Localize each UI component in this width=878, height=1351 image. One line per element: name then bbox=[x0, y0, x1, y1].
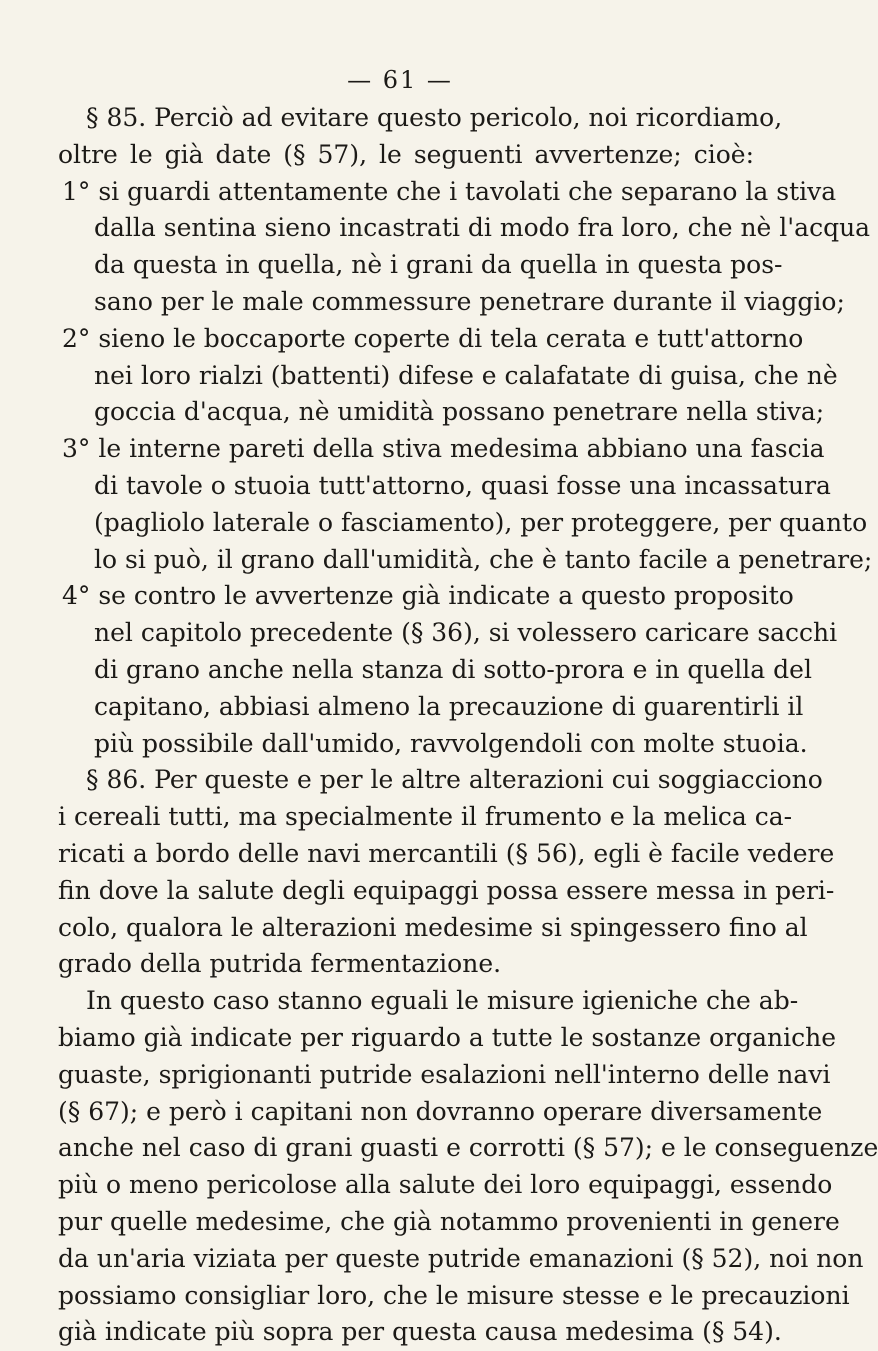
text-line: oltre le già date (§ 57), le seguenti avvertenze; cioè: bbox=[58, 139, 754, 169]
text-line: ricati a bordo delle navi mercantili (§ 56), egli è facile vedere bbox=[58, 838, 835, 868]
text-line: di tavole o stuoia tutt'attorno, quasi fosse una incassatura bbox=[94, 470, 831, 500]
text-line: di grano anche nella stanza di sotto-prora e in quella del bbox=[94, 654, 812, 684]
text-line: dalla sentina sieno incastrati di modo fra loro, che nè l'acqua bbox=[94, 213, 871, 243]
text-line: da questa in quella, nè i grani da quella in questa pos- bbox=[94, 250, 783, 280]
text-line: più o meno pericolose alla salute dei loro equipaggi, essendo bbox=[58, 1170, 833, 1200]
text-line: possiamo consigliar loro, che le misure stesse e le precauzioni bbox=[58, 1280, 850, 1310]
text-line: 2° sieno le boccaporte coperte di tela cerata e tutt'attorno bbox=[62, 323, 804, 353]
text-line: biamo già indicate per riguardo a tutte le sostanze organiche bbox=[58, 1022, 837, 1052]
text-line: In questo caso stanno eguali le misure igieniche che ab- bbox=[86, 986, 799, 1016]
text-line: 4° se contro le avvertenze già indicate a questo proposito bbox=[62, 581, 794, 611]
text-line: nei loro rialzi (battenti) difese e calafatate di guisa, che nè bbox=[94, 360, 838, 390]
text-line: pur quelle medesime, che già notammo provenienti in genere bbox=[58, 1206, 840, 1236]
text-line: (pagliolo laterale o fasciamento), per proteggere, per quanto bbox=[94, 507, 868, 537]
body-text bbox=[58, 100, 878, 1351]
text-line: i cereali tutti, ma specialmente il frumento e la melica ca- bbox=[58, 802, 793, 832]
text-line: fin dove la salute degli equipaggi possa essere messa in peri- bbox=[58, 875, 835, 905]
text-line: (§ 67); e però i capitani non dovranno operare diversamente bbox=[58, 1096, 823, 1126]
text-line: sano per le male commessure penetrare durante il viaggio; bbox=[94, 286, 845, 316]
text-line: 1° si guardi attentamente che i tavolati che separano la stiva bbox=[62, 176, 837, 206]
text-line: già indicate più sopra per questa causa medesima (§ 54). bbox=[58, 1317, 782, 1347]
text-line: da un'aria viziata per queste putride emanazioni (§ 52), noi non bbox=[58, 1243, 864, 1273]
text-line: lo si può, il grano dall'umidità, che è tanto facile a penetrare; bbox=[94, 544, 873, 574]
text-line: più possibile dall'umido, ravvolgendoli con molte stuoia. bbox=[94, 728, 808, 758]
text-line: guaste, sprigionanti putride esalazioni nell'interno delle navi bbox=[58, 1059, 831, 1089]
page-number: — 61 — bbox=[347, 66, 453, 94]
text-line: § 86. Per queste e per le altre alterazioni cui soggiacciono bbox=[86, 765, 823, 795]
text-line: § 85. Perciò ad evitare questo pericolo, noi ricordiamo, bbox=[86, 103, 783, 132]
text-line: grado della putrida fermentazione. bbox=[58, 949, 502, 979]
text-line: goccia d'acqua, nè umidità possano penetrare nella stiva; bbox=[94, 397, 825, 427]
text-line: colo, qualora le alterazioni medesime si spingessero fino al bbox=[58, 912, 808, 942]
text-line: nel capitolo precedente (§ 36), si volessero caricare sacchi bbox=[94, 618, 838, 648]
text-line: capitano, abbiasi almeno la precauzione di guarentirli il bbox=[94, 691, 804, 721]
text-line: 3° le interne pareti della stiva medesima abbiano una fascia bbox=[62, 434, 825, 464]
text-line: anche nel caso di grani guasti e corrotti (§ 57); e le conseguenze bbox=[58, 1133, 878, 1163]
